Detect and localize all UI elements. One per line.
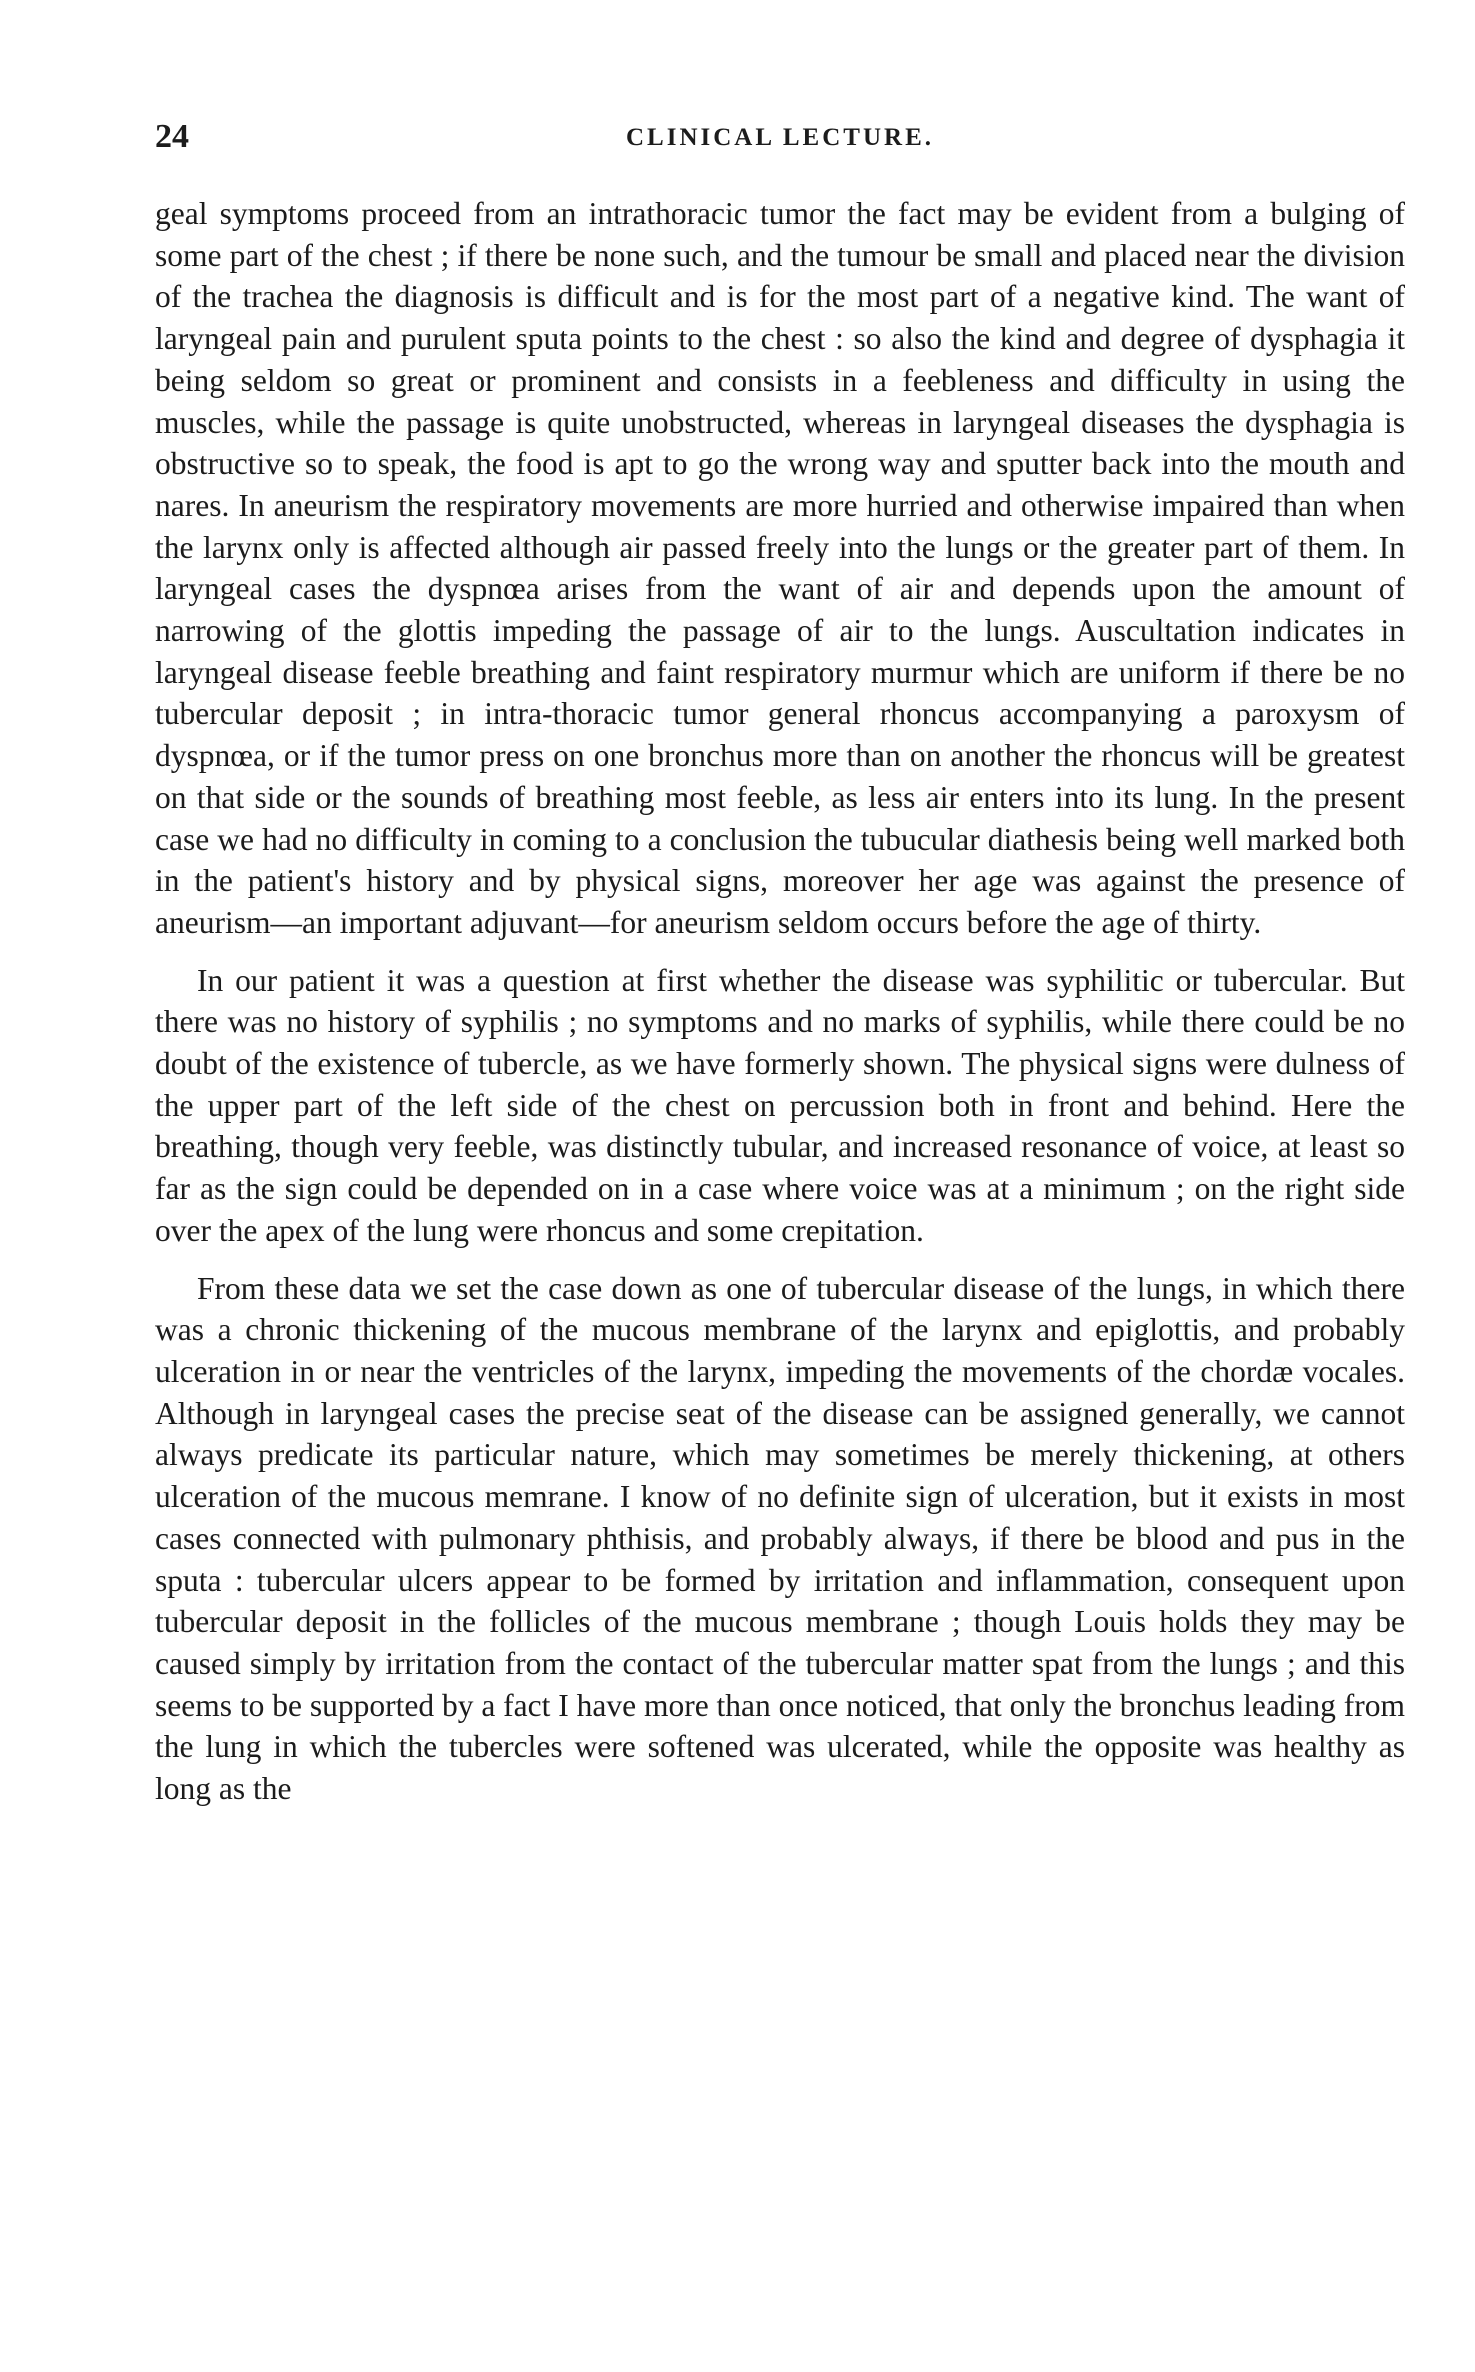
paragraph-2: In our patient it was a question at first whether the disease was syphilitic or tubercular. But there was no history of syphilis ; no symptoms and no marks of syphilis, while there could be no doubt of the existence of tubercle, as we have formerly shown. The physical signs were dulness of the upper part of the left side of the chest on percussion both in front and behind. Here the breathing, though very feeble, was distinctly tubular, and increased resonance of voice, at least so far as the sign could be depended on in a case where voice was at a minimum ; on the right side over the apex of the lung were rhoncus and some crepitation. xyxy=(155,962,1405,1248)
paragraph-1: geal symptoms proceed from an intrathoracic tumor the fact may be evident from a bulging of some part of the chest ; if there be none such, and the tumour be small and placed near the division of the trachea the diagnosis is difficult and is for the most part of a negative kind. The want of laryngeal pain and purulent sputa points to the chest : so also the kind and degree of dysphagia it being seldom so great or prominent and consists in a feebleness and difficulty in using the muscles, while the passage is quite unobstructed, whereas in laryngeal diseases the dysphagia is obstructive so to speak, the food is apt to go the wrong way and sputter back into the mouth and nares. In aneurism the respiratory movements are more hurried and otherwise impaired than when the larynx only is affected although air passed freely into the lungs or the greater part of them. In laryngeal cases the dyspnœa arises from the want of air and depends upon the amount of narrowing of the glottis impeding the passage of air to the lungs. Auscultation indicates in laryngeal disease feeble breathing and faint respiratory murmur which are uniform if there be no tubercular deposit ; in intra-thoracic tumor general rhoncus accompanying a paroxysm of dyspnœa, or if the tumor press on one bronchus more than on another the rhoncus will be greatest on that side or the sounds of breathing most feeble, as less air enters into its lung. In the present case we had no difficulty in coming to a conclusion the tubucular diathesis being well marked both in the patient's history and by physical signs, moreover her age was against the presence of aneurism—an important adjuvant—for aneurism seldom occurs before the age of thirty. xyxy=(155,196,1405,940)
running-head: CLINICAL LECTURE. xyxy=(625,124,934,151)
page-number: 24 xyxy=(155,118,189,155)
body-text xyxy=(155,193,1405,1826)
page-header xyxy=(155,118,1405,162)
paragraph-3: From these data we set the case down as one of tubercular disease of the lungs, in which there was a chronic thickening of the mucous membrane of the larynx and epiglottis, and probably ulceration in or near the ventricles of the larynx, impeding the movements of the chordæ vocales. Although in laryngeal cases the precise seat of the disease can be assigned generally, we cannot always predicate its particular nature, which may sometimes be merely thickening, at others ulceration of the mucous memrane. I know of no definite sign of ulceration, but it exists in most cases connected with pulmonary phthisis, and probably always, if there be blood and pus in the sputa : tubercular ulcers appear to be formed by irritation and inflammation, consequent upon tubercular deposit in the follicles of the mucous membrane ; though Louis holds they may be caused simply by irritation from the contact of the tubercular matter spat from the lungs ; and this seems to be supported by a fact I have more than once noticed, that only the bronchus leading from the lung in which the tubercles were softened was ulcerated, while the opposite was healthy as long as the xyxy=(155,1270,1405,1807)
